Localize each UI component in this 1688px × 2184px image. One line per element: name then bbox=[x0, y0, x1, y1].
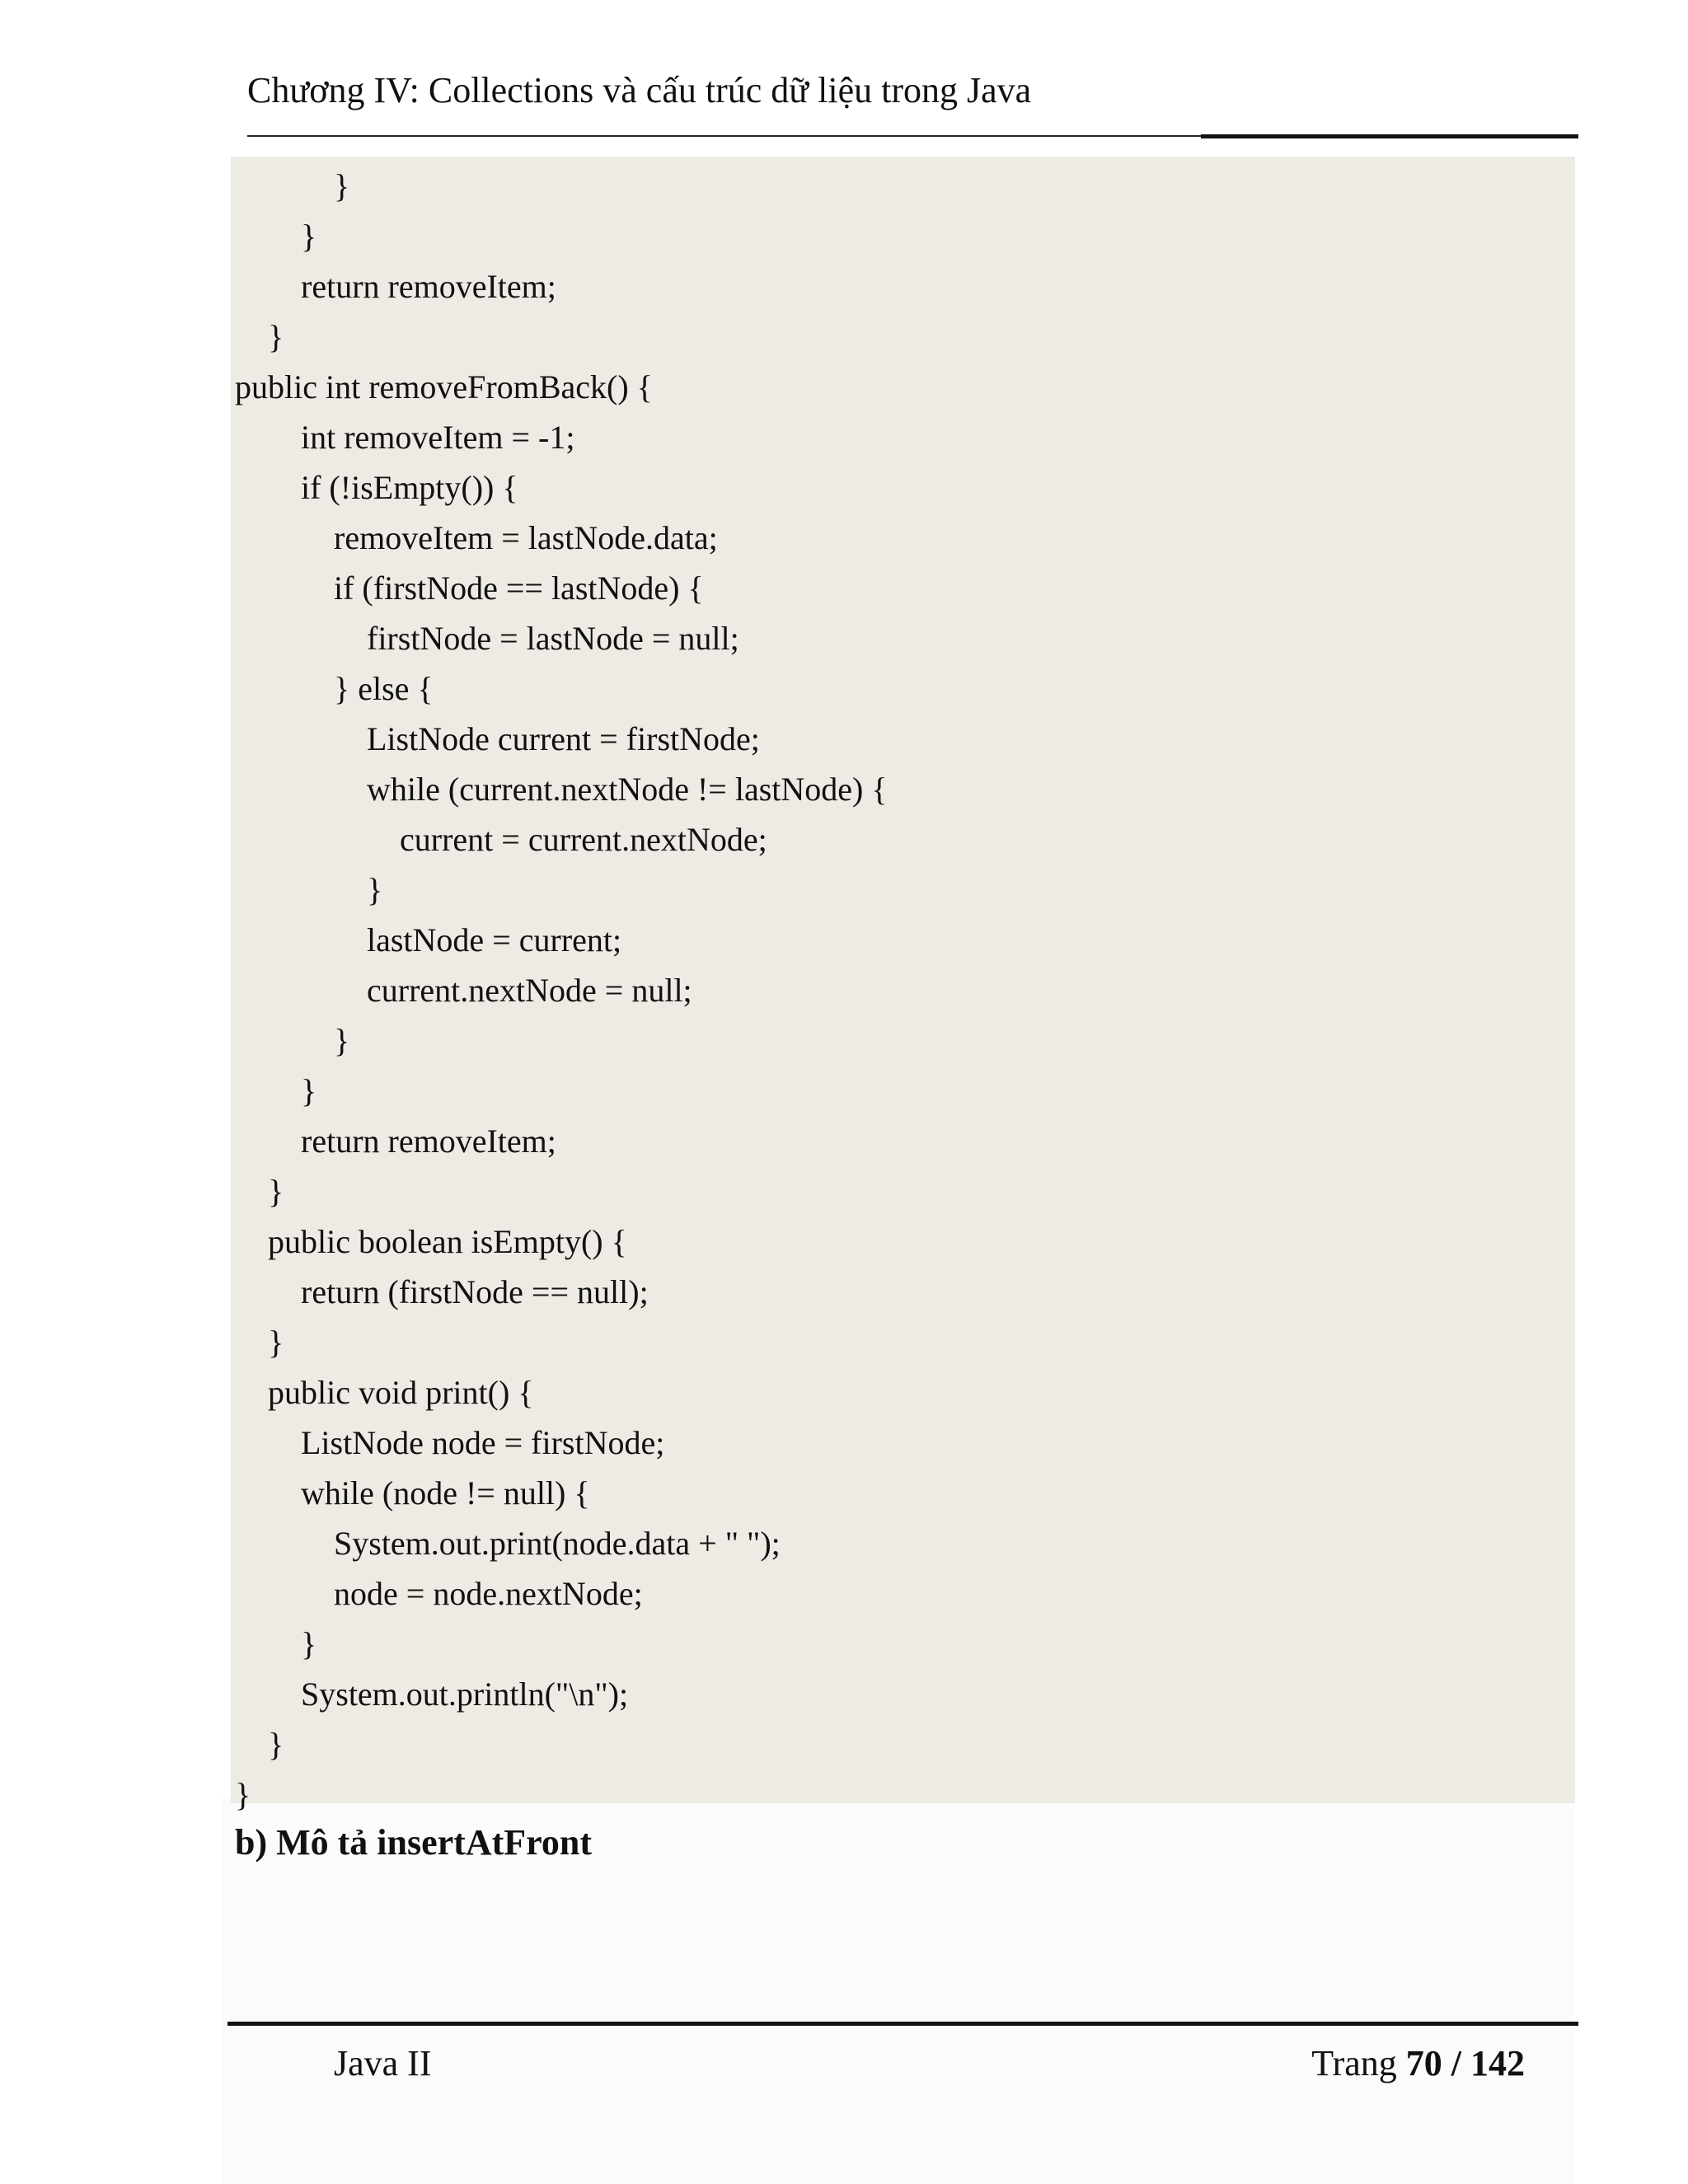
code-line: return removeItem; bbox=[301, 268, 556, 305]
code-line: } bbox=[268, 1324, 284, 1361]
code-line: public boolean isEmpty() { bbox=[268, 1223, 627, 1260]
code-line: } bbox=[367, 871, 383, 908]
code-line: ListNode current = firstNode; bbox=[367, 720, 760, 757]
footer-rule bbox=[227, 2022, 1578, 2026]
header-rule bbox=[247, 135, 1201, 137]
code-line: } bbox=[301, 1625, 317, 1662]
code-listing bbox=[231, 157, 1575, 1813]
code-line: } else { bbox=[334, 670, 434, 707]
code-line: removeItem = lastNode.data; bbox=[334, 519, 718, 556]
code-line: return (firstNode == null); bbox=[301, 1273, 649, 1310]
code-line: } bbox=[334, 167, 350, 204]
code-line: if (!isEmpty()) { bbox=[301, 469, 518, 506]
header-rule-accent bbox=[1201, 134, 1578, 138]
code-line: current.nextNode = null; bbox=[367, 972, 692, 1009]
code-line: while (node != null) { bbox=[301, 1474, 590, 1511]
code-line: } bbox=[268, 1173, 284, 1210]
code-line: firstNode = lastNode = null; bbox=[367, 620, 739, 657]
page-total: 142 bbox=[1470, 2043, 1525, 2083]
code-line: if (firstNode == lastNode) { bbox=[334, 569, 704, 607]
code-line: } bbox=[235, 1776, 251, 1813]
code-line: while (current.nextNode != lastNode) { bbox=[367, 771, 888, 808]
code-line: current = current.nextNode; bbox=[400, 821, 767, 858]
footer-course-name: Java II bbox=[334, 2043, 432, 2083]
code-line: public void print() { bbox=[268, 1374, 534, 1411]
page-number bbox=[1311, 2039, 1525, 2088]
code-line: } bbox=[268, 318, 284, 355]
code-line: lastNode = current; bbox=[367, 921, 622, 958]
page-current: 70 bbox=[1405, 2043, 1442, 2083]
code-line: node = node.nextNode; bbox=[334, 1575, 643, 1612]
code-line: System.out.print(node.data + " "); bbox=[334, 1525, 781, 1562]
code-line: public int removeFromBack() { bbox=[235, 368, 653, 405]
code-line: } bbox=[301, 218, 317, 255]
code-line: } bbox=[301, 1072, 317, 1109]
code-line: System.out.println("\n"); bbox=[301, 1675, 629, 1713]
code-line: } bbox=[334, 1022, 350, 1059]
code-line: ListNode node = firstNode; bbox=[301, 1424, 665, 1461]
section-heading: b) Mô tả insertAtFront bbox=[235, 1822, 592, 1863]
code-line: return removeItem; bbox=[301, 1122, 556, 1160]
code-line: int removeItem = -1; bbox=[301, 419, 575, 456]
page-separator: / bbox=[1451, 2043, 1461, 2083]
chapter-title: Chương IV: Collections và cấu trúc dữ liệu trong Java bbox=[247, 70, 1032, 110]
page-prefix: Trang bbox=[1311, 2043, 1397, 2083]
code-line: } bbox=[268, 1726, 284, 1763]
